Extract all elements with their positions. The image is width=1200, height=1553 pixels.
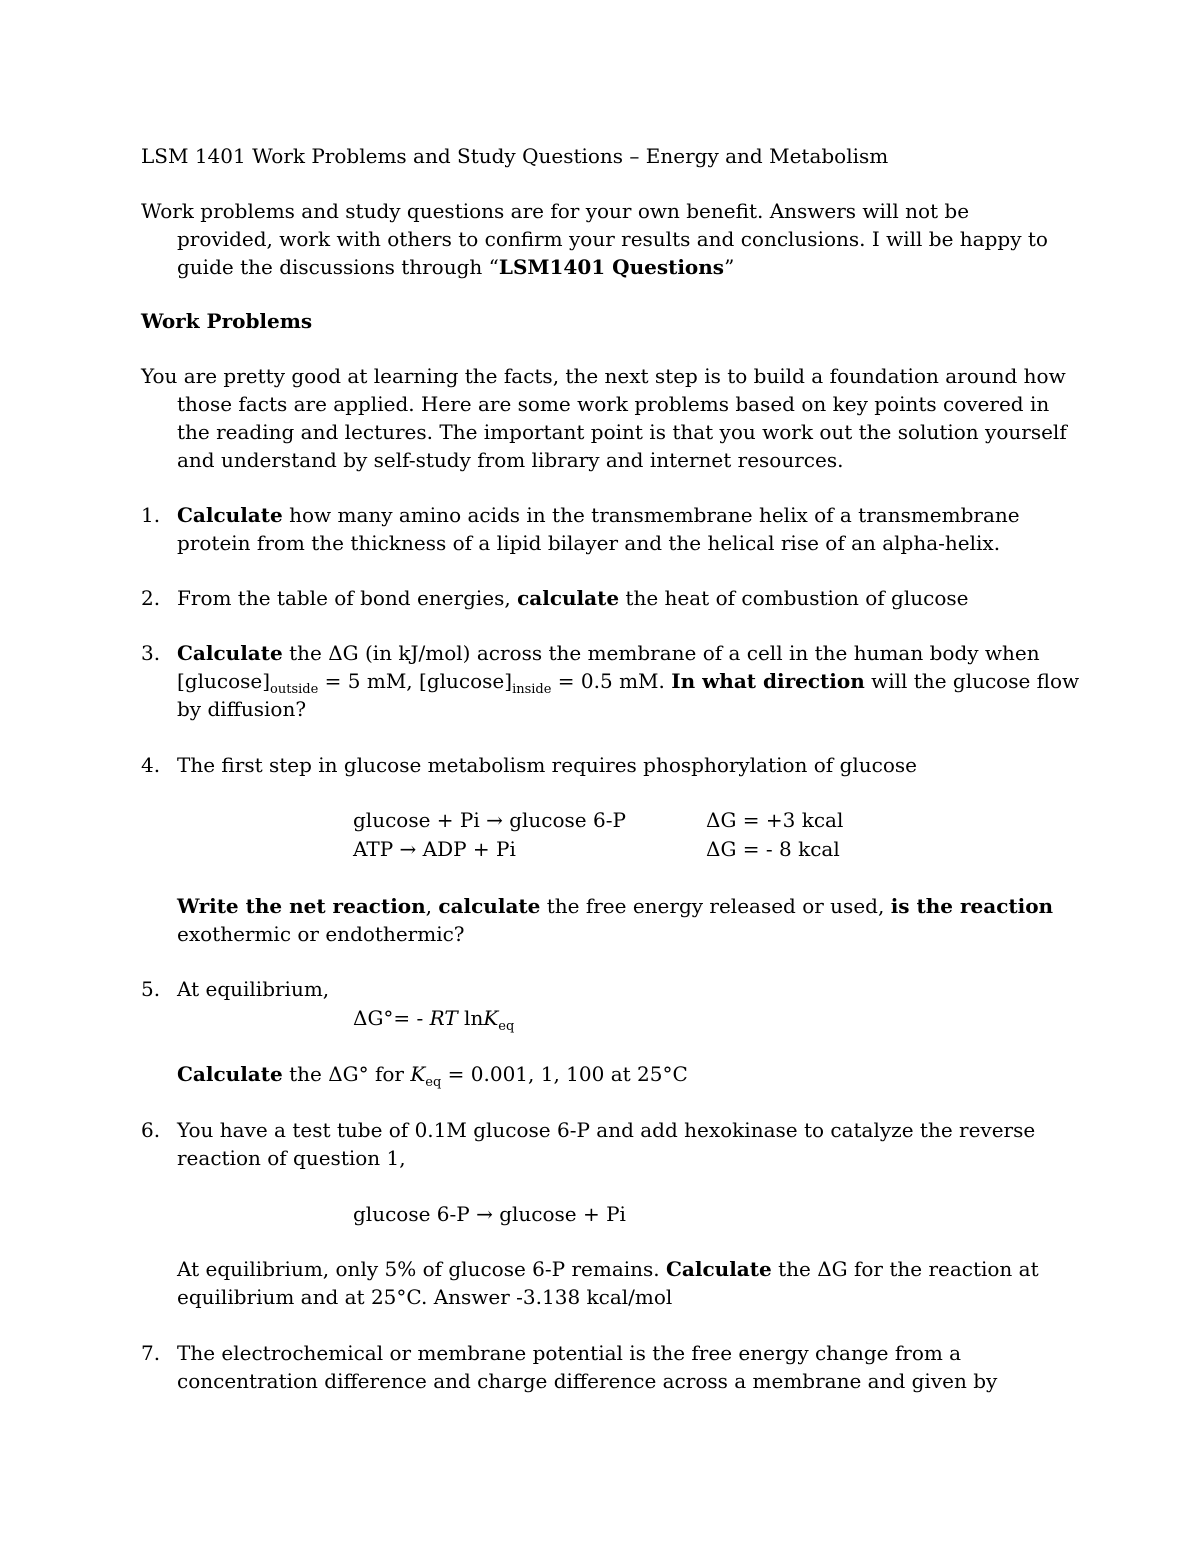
preface-paragraph — [141, 362, 1067, 474]
question-number-6: 6. — [141, 1118, 161, 1142]
reaction-2-delta-g: ΔG = - 8 kcal — [706, 837, 840, 861]
question-5: At equilibrium, — [177, 977, 330, 1001]
intro-questions-link: LSM1401 Questions — [498, 255, 725, 279]
section-heading: Work Problems — [141, 309, 313, 333]
preface-line-2: those facts are applied. Here are some work problems based on key points covered in — [177, 392, 1050, 416]
intro-line-2: provided, work with others to confirm your results and conclusions. I will be happy to — [177, 227, 1048, 251]
preface-line-1: You are pretty good at learning the facts, the next step is to build a foundation around how — [141, 364, 1066, 388]
reaction-2-equation: ATP → ADP + Pi — [353, 837, 516, 861]
question-number-4: 4. — [141, 753, 161, 777]
reaction-1-delta-g: ΔG = +3 kcal — [706, 808, 844, 832]
question-2: From the table of bond energies, calculate the heat of combustion of glucose — [177, 586, 969, 610]
reverse-reaction-equation: glucose 6-P → glucose + Pi — [353, 1202, 626, 1226]
intro-paragraph — [141, 197, 1048, 281]
question-number-3: 3. — [141, 641, 161, 665]
question-number-2: 2. — [141, 586, 161, 610]
question-number-1: 1. — [141, 503, 161, 527]
question-3: Calculate the ΔG (in kJ/mol) across the membrane of a cell in the human body when $[glucose]_{outside} = 5$ mM, $[glucose]_{inside} = 0.5$ mM. In what direction will the glucose flow by diffusion? — [177, 641, 1080, 721]
question-4: The first step in glucose metabolism requires phosphorylation of glucose — [177, 753, 917, 777]
gibbs-equilibrium-formula: ΔG°= - RT lnK$_{eq}$ — [353, 1006, 515, 1034]
intro-line-3: guide the discussions through “LSM1401 Questions” — [177, 255, 735, 279]
question-number-7: 7. — [141, 1341, 161, 1365]
question-4-followup: Write the net reaction, calculate the free energy released or used, is the reaction exothermic or endothermic? — [177, 894, 1054, 946]
preface-line-3: the reading and lectures. The important point is that you work out the solution yourself — [177, 420, 1067, 444]
preface-line-4: and understand by self-study from library and internet resources. — [177, 448, 844, 472]
reaction-1-equation: glucose + Pi → glucose 6-P — [353, 808, 626, 832]
question-5-calculate: Calculate the ΔG° for $K_{eq} = 0.001$, 1, 100 at 25°C — [177, 1062, 688, 1090]
question-6: You have a test tube of 0.1M glucose 6-P and add hexokinase to catalyze the reverse reaction of question 1, — [177, 1118, 1036, 1170]
intro-line-1: Work problems and study questions are for your own benefit. Answers will not be — [141, 199, 970, 223]
question-1: Calculate how many amino acids in the transmembrane helix of a transmembrane protein from the thickness of a lipid bilayer and the helical rise of an alpha-helix. — [177, 503, 1020, 555]
question-7: The electrochemical or membrane potential is the free energy change from a concentration difference and charge difference across a membrane and given by — [177, 1341, 998, 1393]
question-6-followup: At equilibrium, only 5% of glucose 6-P remains. Calculate the ΔG for the reaction at equilibrium and at 25°C. Answer -3.138 kcal/mol — [177, 1257, 1039, 1309]
document-title: LSM 1401 Work Problems and Study Questions – Energy and Metabolism — [141, 144, 889, 168]
question-number-5: 5. — [141, 977, 161, 1001]
